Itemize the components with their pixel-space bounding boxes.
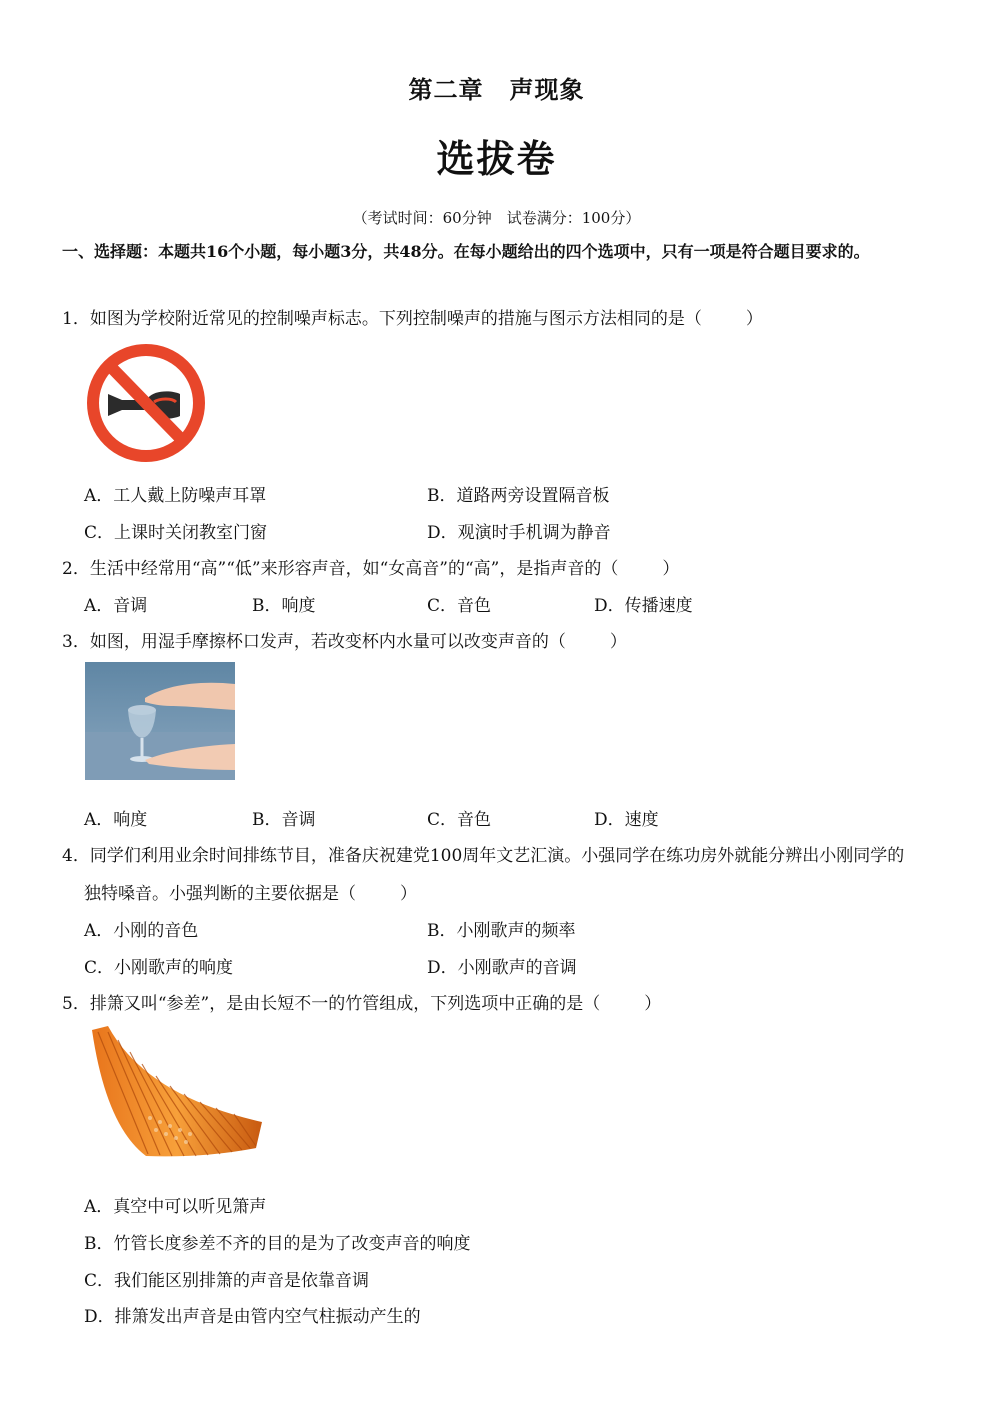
no-horn-sign-icon xyxy=(84,340,208,466)
question-stem-text: 2．生活中经常用“高”“低”来形容声音，如“女高音”的“高”，是指声音的（ xyxy=(62,559,619,579)
question-stem-text: 独特嗓音。小强判断的主要依据是（ xyxy=(84,884,356,904)
wine-glass-photo-icon xyxy=(85,662,235,780)
question-4-option-c: C．小刚歌声的响度 xyxy=(84,958,234,978)
question-5-option-c: C．我们能区别排箫的声音是依靠音调 xyxy=(84,1271,370,1291)
question-2-option-a: A．音调 xyxy=(84,596,148,616)
question-3-stem xyxy=(62,627,627,652)
question-stem-end: ） xyxy=(609,632,627,652)
question-2-stem xyxy=(62,554,679,579)
question-1-option-a: A．工人戴上防噪声耳罩 xyxy=(84,486,267,506)
question-3-option-c: C．音色 xyxy=(427,810,492,830)
question-1-option-d: D．观演时手机调为静音 xyxy=(427,523,611,543)
question-stem-text: 5．排箫又叫“参差”，是由长短不一的竹管组成，下列选项中正确的是（ xyxy=(62,994,601,1014)
question-5-option-a: A．真空中可以听见箫声 xyxy=(84,1197,267,1217)
exam-info: （考试时间：60分钟 试卷满分：100分） xyxy=(352,209,641,227)
question-stem-end: ） xyxy=(662,559,680,579)
question-1-option-b: B．道路两旁设置隔音板 xyxy=(427,486,610,506)
question-4-option-d: D．小刚歌声的音调 xyxy=(427,958,577,978)
question-stem-text: 1．如图为学校附近常见的控制噪声标志。下列控制噪声的措施与图示方法相同的是（ xyxy=(62,309,702,329)
section-title: 一、选择题：本题共16个小题，每小题3分，共48分。在每小题给出的四个选项中，只有一项是符合题目要求的。 xyxy=(62,242,870,261)
question-stem-end: ） xyxy=(400,884,417,904)
question-2-option-d: D．传播速度 xyxy=(594,596,693,616)
chapter-name: 声现象 xyxy=(509,75,585,104)
question-2-option-c: C．音色 xyxy=(427,596,492,616)
question-1-option-c: C．上课时关闭教室门窗 xyxy=(84,523,268,543)
question-4-stem-line1: 4．同学们利用业余时间排练节目，准备庆祝建党100周年文艺汇演。小强同学在练功房外就能分辨出小刚同学的 xyxy=(62,846,905,866)
question-4-stem-line2 xyxy=(84,879,417,904)
question-3-option-d: D．速度 xyxy=(594,810,659,830)
question-stem-text: 3．如图，用湿手摩擦杯口发声，若改变杯内水量可以改变声音的（ xyxy=(62,632,566,652)
question-5-option-b: B．竹管长度参差不齐的目的是为了改变声音的响度 xyxy=(84,1234,471,1254)
question-5-stem xyxy=(62,989,661,1014)
question-3-option-a: A．响度 xyxy=(84,810,148,830)
paper-title: 选拔卷 xyxy=(436,136,557,181)
panpipe-photo-icon xyxy=(86,1026,268,1162)
question-4-option-a: A．小刚的音色 xyxy=(84,921,199,941)
question-stem-end: ） xyxy=(745,309,763,329)
question-2-option-b: B．响度 xyxy=(252,596,316,616)
chapter-number: 第二章 xyxy=(408,75,484,104)
question-1-stem xyxy=(62,304,763,329)
question-4-option-b: B．小刚歌声的频率 xyxy=(427,921,576,941)
chapter-heading xyxy=(0,70,993,105)
question-3-option-b: B．音调 xyxy=(252,810,316,830)
question-stem-end: ） xyxy=(644,994,662,1014)
question-5-option-d: D．排箫发出声音是由管内空气柱振动产生的 xyxy=(84,1307,421,1327)
